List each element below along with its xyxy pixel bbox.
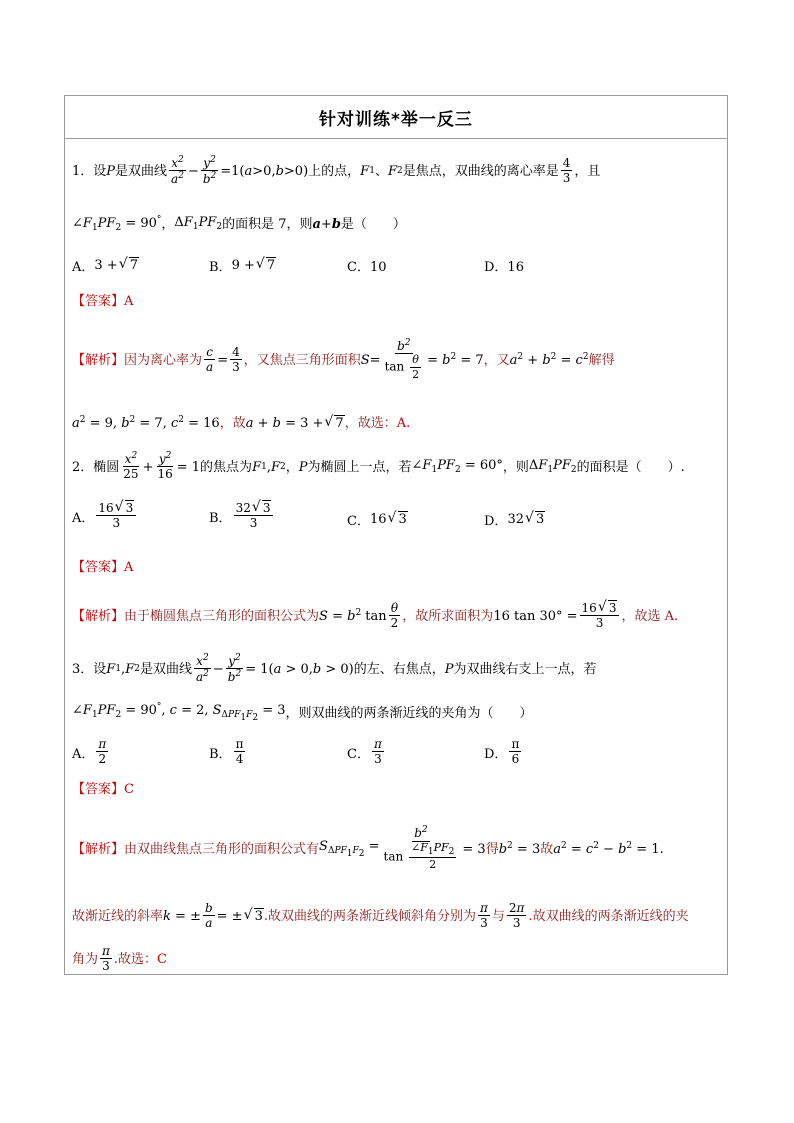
q1-option-b[interactable]: B． 9 + √ 7: [209, 256, 276, 275]
q3-stem-line1: 3．设 F 1 , F 2 是双曲线 $x^2$ $a^2$ − $\frac{y^2}{b^2}$ = 1(a > 0,b > 0) 的左、右焦点， P 为双曲线右支上一点，若: [72, 652, 597, 684]
page-title: 针对训练*举一反三: [319, 109, 473, 130]
q1-answer: 【答案】 A: [72, 294, 134, 309]
q2-option-d[interactable]: D． 32 √ 3: [484, 510, 545, 529]
q2-answer: 【答案】 A: [72, 560, 134, 575]
q3-analysis-line2: 故渐近线的斜率 k = ± $\frac{b}{a}$ = ± √ 3 .故双曲线的两条渐近线倾斜角分别为 π 3 与 2π 3 .故双曲线的两条渐近线的夹: [72, 896, 689, 936]
q3-option-c[interactable]: C． π 3: [347, 737, 382, 767]
q1-frac-x2a2: $x^2$ $a^2$: [171, 154, 184, 186]
q1-option-a[interactable]: A． 3 + √ 7: [72, 256, 139, 275]
q1-option-d[interactable]: D．16: [484, 260, 524, 275]
title-row: [65, 96, 727, 139]
q3-analysis-line3: 角为 π 3 .故选： C: [72, 943, 167, 973]
q3-option-a[interactable]: A． π 2: [72, 737, 107, 767]
q2-analysis: 【解析】 由于椭圆焦点三角形的面积公式为 $S = b^2$ tan θ 2 ，故所求面积为 16 tan 30° = $\frac{16√ 3}{3}$ ，故选 A.: [72, 596, 678, 636]
q1-analysis-line1: 【解析】 因为离心率为 $\frac{c}{a}$ = $\frac{4}{3}$ ，又焦点三角形面积 S = $b^2$ tan $\frac{\theta}{2}$ = $b^2 = 7$ ，又 $a^2 + b^2 = c^2$ 解得: [72, 338, 615, 381]
q1-stem-line1: 1．设 P 是双曲线 $x^2$ $a^2$ − $\frac{y^2}{b^2}$ =1(a>0,b>0) 上的点， F 1 、 F 2 是焦点，双曲线的离心率是 4 3 ，且: [72, 154, 601, 186]
q2-option-a[interactable]: A． 16√ 3 3: [72, 502, 138, 531]
q1-stem-line2: $\angle F_1PF_2 = 90^\circ$ ， $\Delta F_1PF_2$ 的面积是 7，则 a + b 是（ ）: [72, 214, 406, 233]
q1-area-frac: $b^2$ tan $\frac{\theta}{2}$: [384, 338, 420, 381]
q3-option-d[interactable]: D． π 6: [484, 737, 520, 767]
q2-option-b[interactable]: B． 32√ 3 3: [209, 502, 275, 531]
q3-stem-line2: $\angle F_1PF_2 = 90^\circ$, c = 2, $S_{\Delta PF_1F_2} = 3$ ，则双曲线的两条渐近线的夹角为（ ）: [72, 702, 533, 723]
q3-analysis-line1: 【解析】 由双曲线焦点三角形的面积公式有 $S_{\Delta PF_1F_2}$ = $b^2$ tan $\frac{\angle F_1PF_2}{2}$ = 3 得 $b^2 = 3$ 故 $a^2 = c^2 - b^2 = 1$.: [72, 825, 664, 872]
q1-frac-y2b2: $\frac{y^2}{b^2}$: [202, 154, 217, 186]
q1-analysis-line2: $a^2 = 9$, $b^2 = 7$, $c^2 = 16$ ，故 a + b = 3 + √ 7 ，故选： A.: [72, 416, 410, 430]
q1-frac-4-3: 4 3: [562, 155, 571, 185]
q2-stem: 2．椭圆 $x^2$ 25 + $\frac{y^2}{16}$ = 1 的焦点为 F 1 , F 2 ， P 为椭圆上一点，若 $\angle F_1PF_2 = 60^\circ$ ，则 $\Delta F_1PF_2$ 的面积是（ ）.: [72, 451, 685, 482]
q1-option-c[interactable]: C．10: [347, 260, 387, 275]
q3-option-b[interactable]: B． π 4: [209, 737, 244, 767]
q3-answer: 【答案】 C: [72, 782, 134, 797]
q2-option-c[interactable]: C． 16 √ 3: [347, 510, 408, 529]
